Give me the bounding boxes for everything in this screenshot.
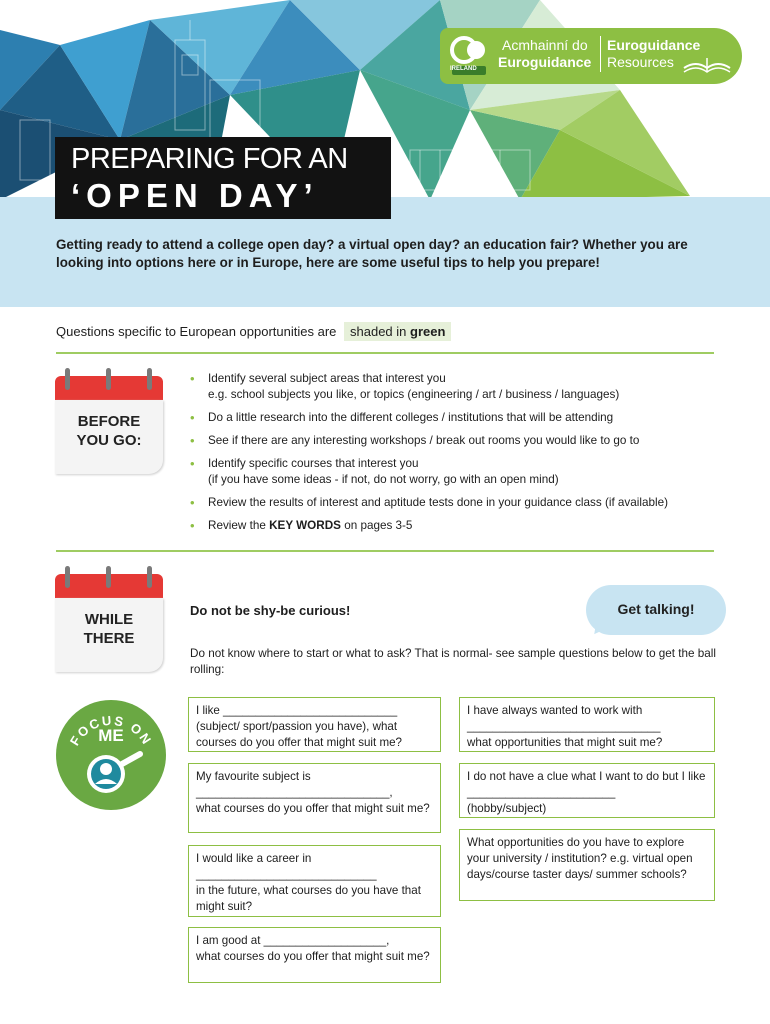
tip-text: Identify specific courses that interest you (if you have some ideas - if not, do not worry, go with an open mind) — [208, 457, 559, 486]
book-icon — [682, 52, 732, 74]
ireland-badge: IRELAND — [450, 66, 477, 72]
tip-item — [190, 495, 720, 511]
question-box: What opportunities do you have to explore your university / institution? e.g. virtual open days/course taster days/ summer schools? — [459, 829, 715, 901]
before-label — [55, 412, 163, 450]
before-label-line1: BEFORE — [77, 413, 141, 430]
calendar-ring — [65, 368, 70, 390]
logo-right-top: Euroguidance — [607, 37, 701, 53]
question-box: I would like a career in ____________________________ in the future, what courses do you have that might suit? — [188, 845, 441, 917]
before-calendar-icon — [55, 368, 163, 478]
before-label-line2: YOU GO: — [76, 432, 142, 449]
before-tips-list — [190, 371, 720, 541]
euroguidance-logo — [440, 28, 742, 84]
question-box: My favourite subject is ______________________________, what courses do you offer that might suit me? — [188, 763, 441, 833]
intro-text: Getting ready to attend a college open day? a virtual open day? an education fair? Whether you are looking into options here or in Europe, here are some useful tips to help you prepare! — [56, 237, 688, 270]
question-box: I am good at ___________________, what courses do you offer that might suit me? — [188, 927, 441, 983]
question-box: I do not have a clue what I want to do but I like _______________________ (hobby/subject) — [459, 763, 715, 818]
focus-on-me-badge — [56, 700, 166, 810]
tip-item — [190, 371, 720, 403]
calendar-ring — [106, 368, 111, 390]
calendar-ring — [65, 566, 70, 588]
shading-note — [56, 324, 451, 339]
get-talking-bubble: Get talking! — [586, 585, 726, 635]
tip-text: Identify several subject areas that interest you e.g. school subjects you like, or topics (engineering / art / business / languages) — [208, 372, 620, 401]
tip-item — [190, 456, 720, 488]
question-box: I like ___________________________ (subject/ sport/passion you have), what courses do you offer that might suit me? — [188, 697, 441, 752]
focus-me-label: ME — [98, 726, 124, 745]
tip-item — [190, 433, 720, 449]
logo-english-text: Euroguidance — [498, 54, 592, 70]
calendar-ring — [106, 566, 111, 588]
divider — [56, 352, 714, 354]
question-box: I have always wanted to work with ______________________________ what opportunities that might suit me? — [459, 697, 715, 752]
while-calendar-icon — [55, 566, 163, 676]
logo-right-bottom: Resources — [607, 54, 674, 70]
title-line-1: PREPARING FOR AN — [71, 143, 348, 175]
tip-text-pre: Review the — [208, 519, 270, 532]
logo-irish-text: Acmhainní do — [502, 37, 588, 53]
shading-example — [344, 322, 451, 341]
shading-note-prefix: Questions specific to European opportunities are — [56, 324, 341, 339]
tip-item — [190, 518, 720, 534]
tip-text-post: on pages 3-5 — [340, 519, 413, 532]
tip-text: Do a little research into the different colleges / institutions that will be attending — [208, 411, 614, 424]
calendar-ring — [147, 566, 152, 588]
shading-example-text: shaded in — [350, 324, 411, 339]
while-label-line2: THERE — [83, 630, 135, 647]
logo-divider — [600, 36, 601, 72]
tip-text: Review the results of interest and aptitude tests done in your guidance class (if available) — [208, 496, 668, 509]
tip-item — [190, 410, 720, 426]
while-label — [55, 610, 163, 648]
while-label-line1: WHILE — [84, 611, 134, 628]
focus-arc-label: FOCUS ON — [66, 712, 156, 749]
key-words: KEY WORDS — [269, 519, 341, 532]
tip-text: See if there are any interesting workshops / break out rooms you would like to go to — [208, 434, 640, 447]
calendar-ring — [147, 368, 152, 390]
divider — [56, 550, 714, 552]
while-heading: Do not be shy-be curious! — [190, 603, 351, 618]
title-line-2: ‘OPEN DAY’ — [71, 177, 319, 214]
shading-green-word: green — [410, 324, 446, 339]
page-title — [55, 137, 391, 219]
while-lead: Do not know where to start or what to ask? That is normal- see sample questions below to get the ball rolling: — [190, 647, 716, 676]
magnifier-person-icon — [86, 750, 146, 800]
